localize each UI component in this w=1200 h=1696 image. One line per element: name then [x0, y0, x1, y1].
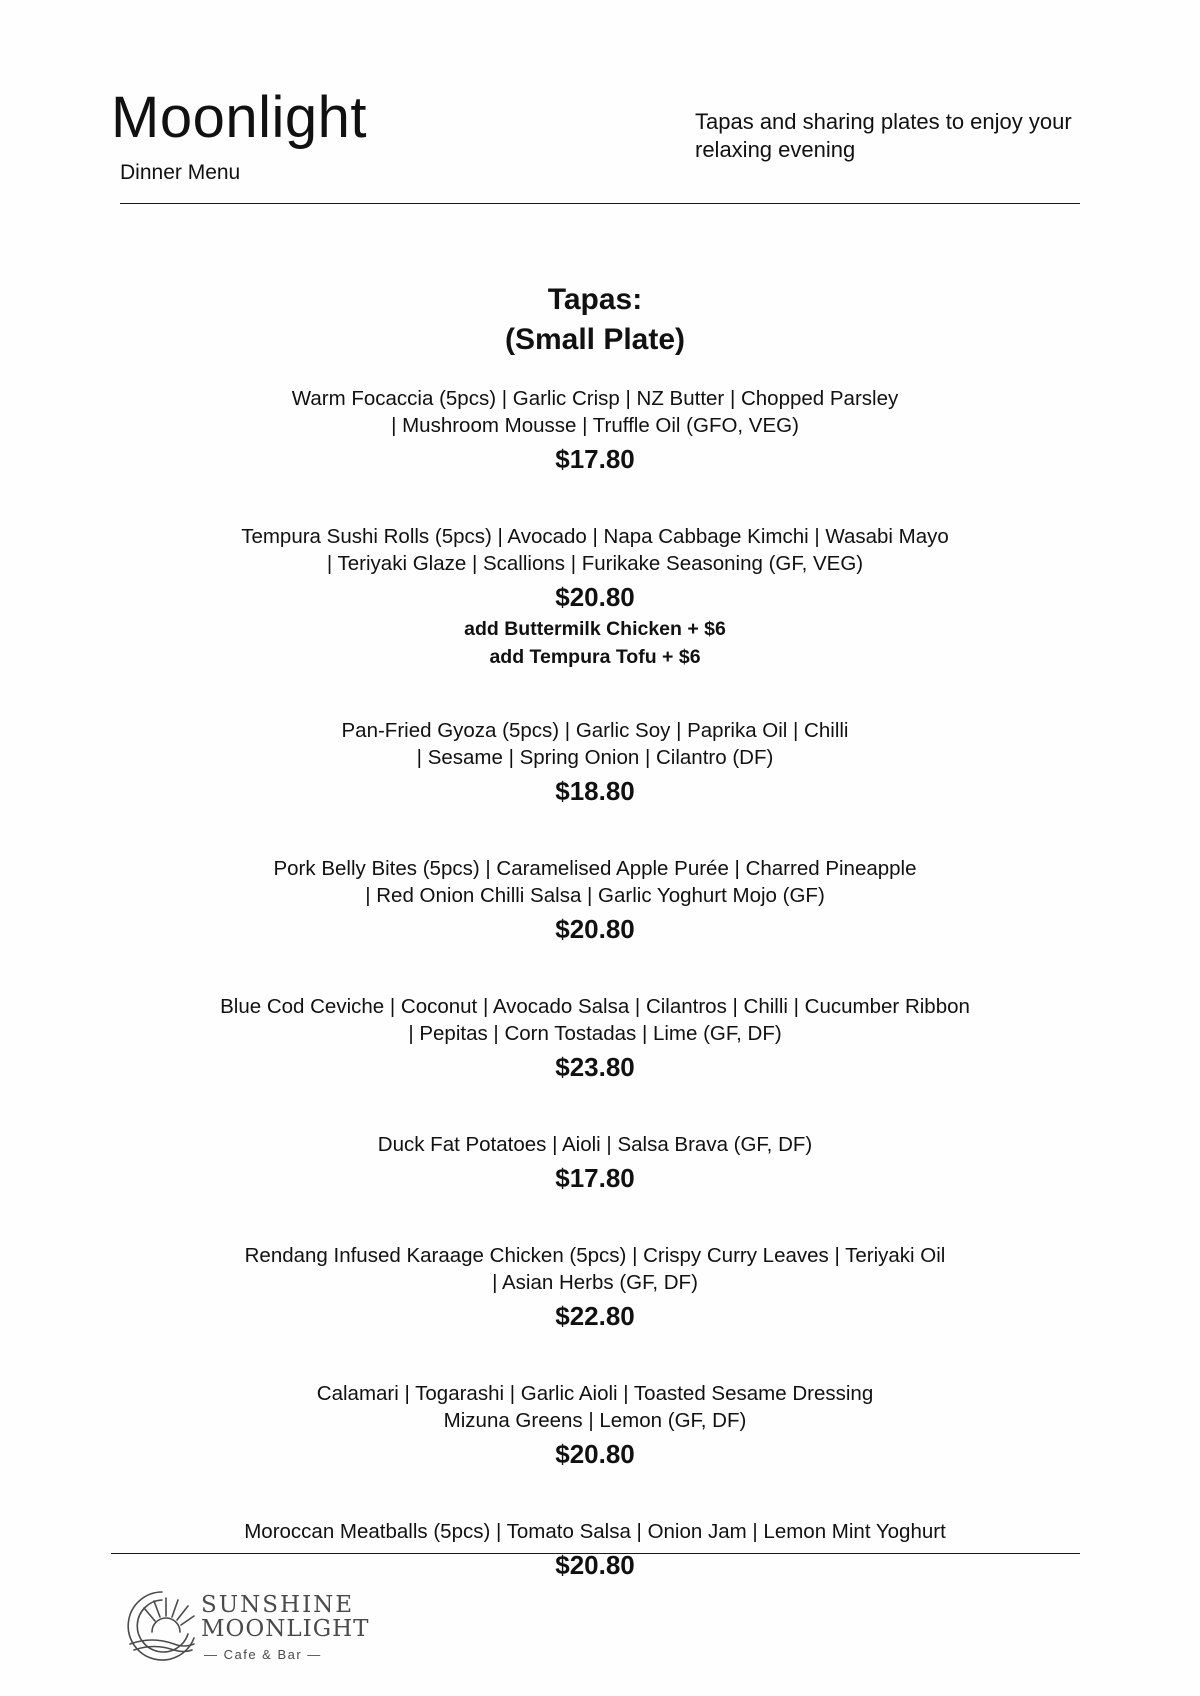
- menu-item-description: Warm Focaccia (5pcs) | Garlic Crisp | NZ Butter | Chopped Parsley: [291, 387, 899, 410]
- menu-item-price: $17.80: [555, 444, 635, 474]
- section-title-line-1: Tapas:: [547, 283, 643, 316]
- menu-item-addon: add Buttermilk Chicken + $6: [464, 618, 726, 640]
- menu-item-description: Duck Fat Potatoes | Aioli | Salsa Brava (GF, DF): [377, 1133, 813, 1156]
- brand-logo: [122, 1586, 372, 1666]
- menu-tagline: Tapas and sharing plates to enjoy your relaxing evening: [695, 109, 1072, 162]
- menu-item-price: $22.80: [555, 1301, 635, 1331]
- menu-item-description: | Red Onion Chilli Salsa | Garlic Yoghurt Mojo (GF): [365, 884, 825, 907]
- menu-item-description: Blue Cod Ceviche | Coconut | Avocado Salsa | Cilantros | Chilli | Cucumber Ribbon: [220, 995, 970, 1018]
- menu-item-description: Moroccan Meatballs (5pcs) | Tomato Salsa | Onion Jam | Lemon Mint Yoghurt: [244, 1520, 946, 1543]
- menu-item-description: Calamari | Togarashi | Garlic Aioli | Toasted Sesame Dressing: [316, 1382, 874, 1405]
- menu-item-price: $20.80: [555, 582, 635, 612]
- sun-moon-logo-icon: [122, 1586, 198, 1666]
- section-title-line-2: (Small Plate): [504, 323, 686, 356]
- menu-item-description: Pan-Fried Gyoza (5pcs) | Garlic Soy | Paprika Oil | Chilli: [341, 719, 849, 742]
- menu-item: [0, 385, 1190, 477]
- logo-wordmark-line-1: SUNSHINE: [201, 1592, 355, 1618]
- menu-subtitle: Dinner Menu: [120, 161, 241, 184]
- menu-item-description: Rendang Infused Karaage Chicken (5pcs) | Crispy Curry Leaves | Teriyaki Oil: [244, 1244, 946, 1267]
- menu-item-description: | Sesame | Spring Onion | Cilantro (DF): [416, 746, 774, 769]
- menu-item: [0, 1242, 1190, 1334]
- menu-item-price: $20.80: [555, 1550, 635, 1580]
- logo-wordmark-line-2: MOONLIGHT: [201, 1616, 370, 1642]
- menu-item-description: Tempura Sushi Rolls (5pcs) | Avocado | Napa Cabbage Kimchi | Wasabi Mayo: [241, 525, 949, 548]
- menu-item-description: | Pepitas | Corn Tostadas | Lime (GF, DF): [408, 1022, 782, 1045]
- menu-item-description: | Teriyaki Glaze | Scallions | Furikake Seasoning (GF, VEG): [326, 552, 864, 575]
- menu-title: Moonlight: [111, 85, 367, 150]
- menu-item-price: $23.80: [555, 1052, 635, 1082]
- menu-item: [0, 855, 1190, 947]
- menu-item: [0, 717, 1190, 809]
- menu-item-price: $18.80: [555, 776, 635, 806]
- menu-item: [0, 1518, 1190, 1583]
- menu-item-description: | Asian Herbs (GF, DF): [492, 1271, 698, 1294]
- menu-item: [0, 1380, 1190, 1472]
- menu-item-addons: [0, 615, 1190, 671]
- menu-item: [0, 523, 1190, 671]
- menu-item-description: Pork Belly Bites (5pcs) | Caramelised Apple Purée | Charred Pineapple: [273, 857, 917, 880]
- menu-item-description: | Mushroom Mousse | Truffle Oil (GFO, VEG): [391, 414, 799, 437]
- menu-item-price: $17.80: [555, 1163, 635, 1193]
- menu-item-addon: add Tempura Tofu + $6: [489, 646, 701, 668]
- menu-item: [0, 1131, 1190, 1196]
- header-divider: [120, 203, 1080, 204]
- menu-item: [0, 993, 1190, 1085]
- menu-item-price: $20.80: [555, 1439, 635, 1469]
- section-title: [0, 280, 1190, 360]
- menu-item-price: $20.80: [555, 914, 635, 944]
- menu-item-description: Mizuna Greens | Lemon (GF, DF): [443, 1409, 747, 1432]
- logo-tagline: — Cafe & Bar —: [204, 1647, 322, 1662]
- menu-item-list: [0, 385, 1190, 1629]
- footer-divider: [111, 1553, 1080, 1554]
